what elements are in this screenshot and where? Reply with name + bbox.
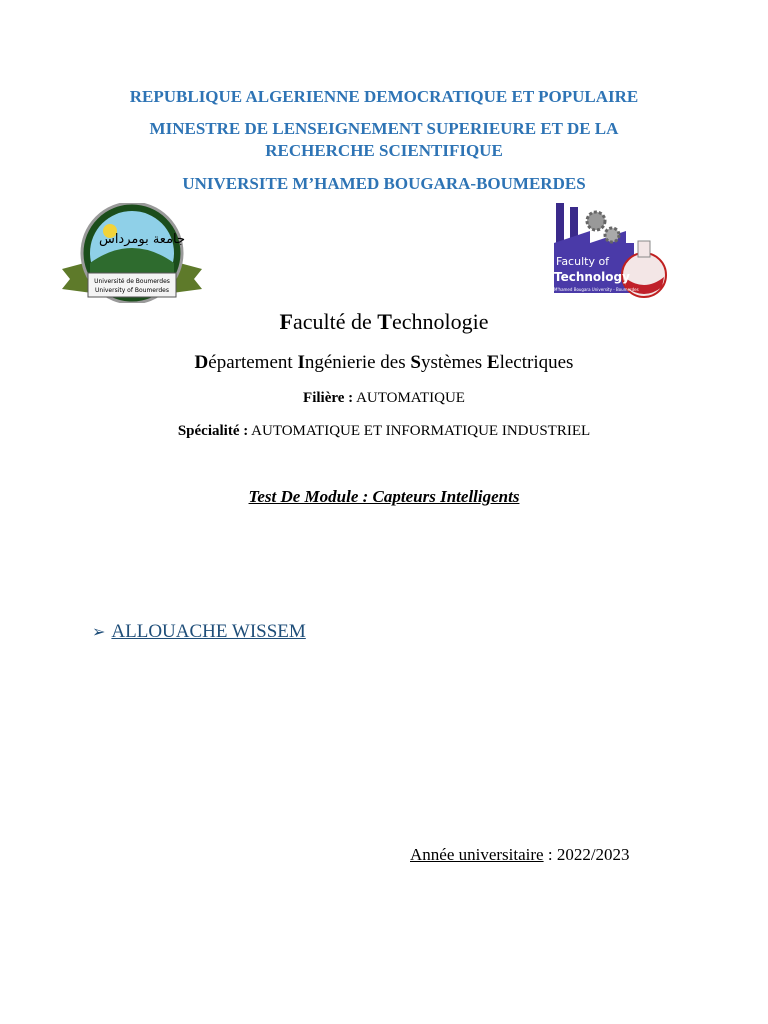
academic-year — [410, 845, 630, 865]
faculty-logo-text-2: Technology — [554, 270, 630, 284]
specialite-label: Spécialité : — [177, 423, 249, 439]
test-title: Test De Module : Capteurs Intelligents — [248, 487, 520, 506]
university-logo — [62, 203, 202, 303]
year-label: Année universitaire — [410, 845, 544, 864]
logo-arabic-text: جامعة بومرداس — [98, 232, 186, 247]
faculty-initial-t: T — [377, 309, 392, 334]
dept-initial-d: D — [194, 352, 209, 373]
university-header: UNIVERSITE M’HAMED BOUGARA-BOUMERDES — [182, 174, 586, 193]
arrow-bullet-icon: ➢ — [92, 622, 106, 641]
faculty-text-2: echnologie — [391, 309, 489, 334]
dept-initial-e: E — [486, 352, 500, 373]
republic-header: REPUBLIQUE ALGERIENNE DEMOCRATIQUE ET POPULAIRE — [129, 87, 639, 106]
faculty-text-1: aculté de — [292, 309, 378, 334]
faculty-logo-tagline: M'hamed Bougara University - Boumerdes — [554, 287, 639, 292]
year-value: 2022/2023 — [556, 845, 630, 864]
filiere-line — [0, 390, 768, 407]
student-entry — [92, 621, 306, 643]
dept-text-1: épartement — [208, 352, 298, 373]
faculty-logo — [550, 203, 670, 298]
logo-fr-text: Université de Boumerdes — [94, 278, 170, 285]
dept-text-2: ngénierie des — [304, 352, 411, 373]
filiere-value: AUTOMATIQUE — [353, 390, 465, 406]
faculty-logo-text-1: Faculty of — [556, 255, 610, 268]
logo-en-text: University of Boumerdes — [95, 287, 169, 294]
specialite-value: AUTOMATIQUE ET INFORMATIQUE INDUSTRIEL — [248, 423, 591, 439]
faculty-title — [0, 309, 768, 335]
department-title — [0, 352, 768, 374]
student-name: ALLOUACHE WISSEM — [111, 621, 306, 642]
year-separator: : — [543, 845, 557, 864]
dept-initial-s: S — [410, 352, 421, 373]
ministry-header — [0, 118, 768, 162]
specialite-line — [0, 423, 768, 440]
filiere-label: Filière : — [303, 390, 354, 406]
dept-text-4: lectriques — [499, 352, 574, 373]
faculty-initial-f: F — [279, 309, 293, 334]
ministry-line-1: MINESTRE DE LENSEIGNEMENT SUPERIEURE ET DE LA — [149, 119, 619, 138]
dept-text-3: ystèmes — [420, 352, 487, 373]
dept-initial-i: I — [297, 352, 305, 373]
ministry-line-2: RECHERCHE SCIENTIFIQUE — [265, 141, 503, 160]
